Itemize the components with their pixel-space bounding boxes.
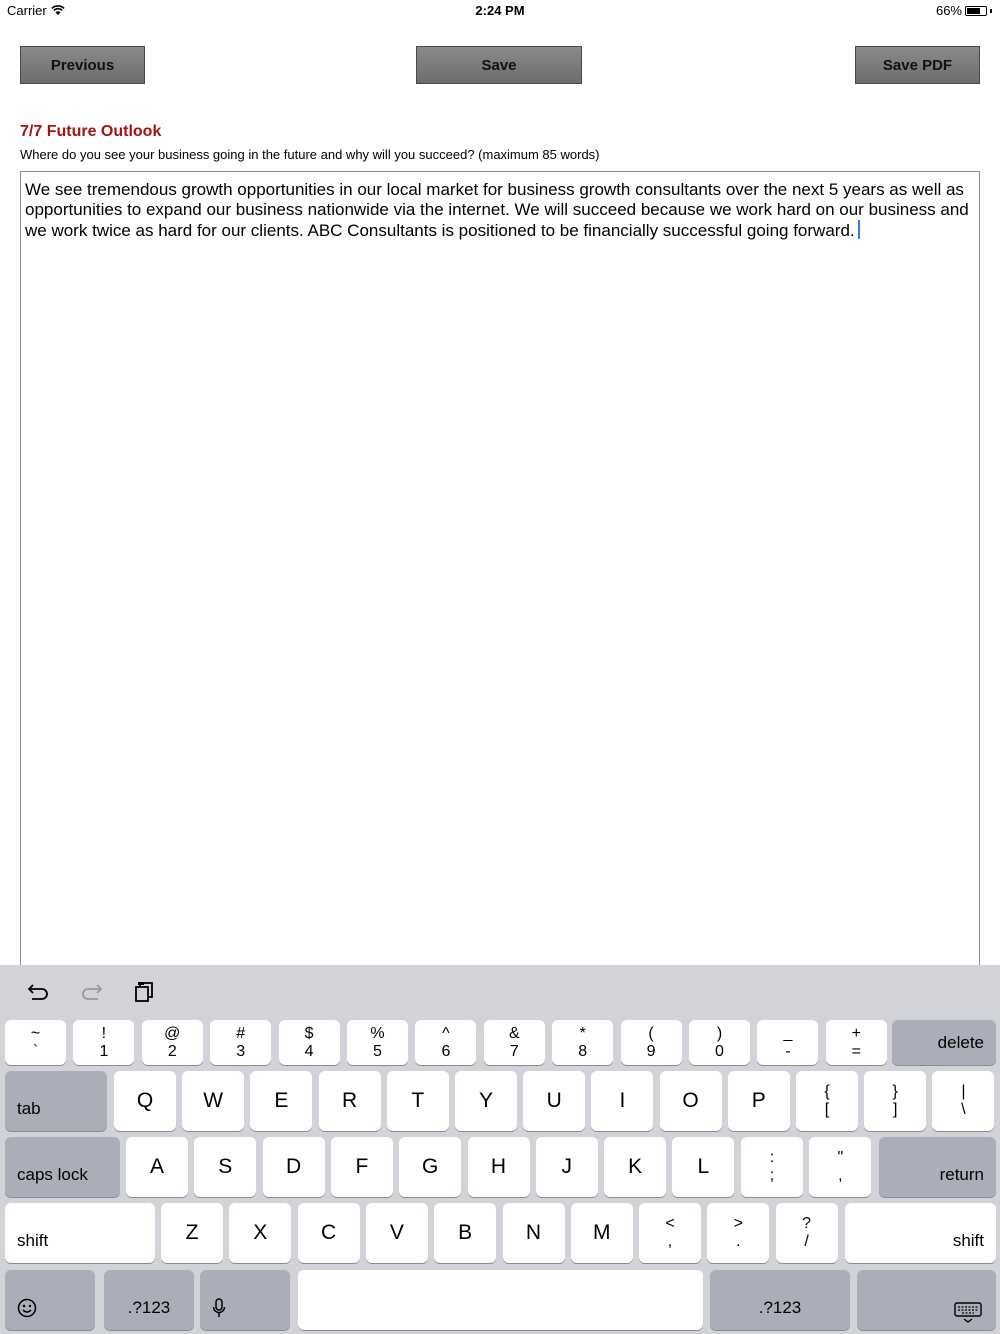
dictation-key[interactable]	[200, 1270, 290, 1330]
keyboard-shortcut-bar	[0, 965, 1000, 1017]
clock: 2:24 PM	[475, 3, 525, 18]
key-shift-symbol: (	[648, 1024, 654, 1042]
key-symbol: 9	[646, 1042, 656, 1060]
key-label: D	[286, 1155, 302, 1178]
status-bar	[0, 0, 1000, 22]
key-m[interactable]	[571, 1203, 633, 1263]
key-label: shift	[952, 1231, 984, 1250]
key-label: X	[253, 1221, 268, 1244]
key-punct-1[interactable]	[809, 1137, 871, 1197]
key-label: Q	[136, 1089, 154, 1112]
key-label: V	[389, 1221, 404, 1244]
key-shift-symbol: |	[961, 1083, 966, 1100]
text-cursor	[858, 220, 860, 239]
key-label: K	[628, 1155, 643, 1178]
hide-keyboard-key[interactable]	[857, 1270, 996, 1330]
key-symbol: \	[961, 1101, 966, 1118]
battery-percent: 66%	[935, 3, 962, 18]
key-bracket-2[interactable]	[932, 1071, 994, 1131]
key-c[interactable]	[298, 1203, 360, 1263]
key-p[interactable]	[728, 1071, 790, 1131]
battery-icon	[965, 6, 987, 16]
key-`[interactable]	[5, 1020, 66, 1065]
key-label: Y	[478, 1089, 493, 1112]
key-2[interactable]	[142, 1020, 203, 1065]
space-bar[interactable]	[298, 1270, 703, 1330]
key-label: J	[561, 1155, 573, 1178]
key-label: E	[274, 1089, 289, 1112]
key-label: L	[697, 1155, 710, 1178]
previous-button[interactable]: Previous	[20, 46, 145, 84]
key-label: tab	[17, 1099, 41, 1118]
key-symbol: ]	[892, 1101, 898, 1118]
key-label: P	[751, 1089, 766, 1112]
key-label: shift	[17, 1231, 49, 1250]
key-7[interactable]	[484, 1020, 545, 1065]
key-symbol: 3	[236, 1042, 246, 1060]
key-label: W	[203, 1089, 224, 1112]
key-shift-symbol: #	[236, 1024, 246, 1042]
key-label: return	[939, 1165, 984, 1184]
key-symbol: 2	[167, 1042, 177, 1060]
key-e[interactable]	[250, 1071, 312, 1131]
key-symbol: =	[851, 1042, 861, 1060]
caps-lock-key[interactable]	[5, 1137, 120, 1197]
key-label: G	[422, 1155, 439, 1178]
answer-text: We see tremendous growth opportunities in our local market for business growth consultants over the next 5 years as well as opportunities to expand our business nationwide via the internet. We will succeed because we work hard on our business and we work twice as hard for our clients. ABC Consultants is positioned to be financially successful going forward.	[25, 180, 969, 240]
key-label: U	[546, 1089, 562, 1112]
key-shift-symbol: "	[837, 1149, 844, 1166]
key-shift-symbol: +	[851, 1024, 861, 1042]
key-1[interactable]	[73, 1020, 134, 1065]
key-shift-symbol: {	[824, 1083, 830, 1100]
key-label: T	[411, 1089, 425, 1112]
key-symbol: 6	[441, 1042, 451, 1060]
key-label: R	[342, 1089, 358, 1112]
key-shift-symbol: !	[101, 1024, 107, 1042]
key-j[interactable]	[536, 1137, 598, 1197]
delete-key[interactable]	[892, 1020, 996, 1065]
key-l[interactable]	[672, 1137, 734, 1197]
save-pdf-button[interactable]: Save PDF	[855, 46, 980, 84]
key-shift-symbol: <	[665, 1215, 675, 1232]
key-label: A	[149, 1155, 164, 1178]
key-angle-0[interactable]	[639, 1203, 701, 1263]
key-shift-symbol: >	[733, 1215, 743, 1232]
key-symbol: `	[32, 1042, 39, 1060]
numbers-left-key[interactable]	[104, 1270, 194, 1330]
answer-textarea[interactable]	[20, 171, 980, 971]
key-h[interactable]	[468, 1137, 530, 1197]
key-o[interactable]	[660, 1071, 722, 1131]
key-punct-0[interactable]	[741, 1137, 803, 1197]
key-9[interactable]	[621, 1020, 682, 1065]
key-3[interactable]	[210, 1020, 271, 1065]
shift-right-key[interactable]	[845, 1203, 996, 1263]
keyboard	[0, 965, 1000, 1334]
key-label: delete	[937, 1033, 984, 1052]
key-x[interactable]	[229, 1203, 291, 1263]
key-q[interactable]	[114, 1071, 176, 1131]
key-shift-symbol: @	[164, 1024, 181, 1042]
key-symbol: 7	[509, 1042, 519, 1060]
key-label: M	[593, 1221, 611, 1244]
carrier-label: Carrier	[7, 3, 47, 18]
key-bracket-1[interactable]	[864, 1071, 926, 1131]
key-shift-symbol: )	[716, 1024, 723, 1042]
key-symbol: ;	[769, 1167, 775, 1184]
key-5[interactable]	[347, 1020, 408, 1065]
key-d[interactable]	[263, 1137, 325, 1197]
key-shift-symbol: ?	[802, 1215, 812, 1232]
key-label: .?123	[758, 1298, 802, 1317]
key-symbol: 1	[99, 1042, 109, 1060]
paste-icon[interactable]	[132, 981, 158, 1003]
key-symbol: -	[785, 1042, 791, 1060]
battery-indicator	[936, 3, 992, 18]
key-v[interactable]	[366, 1203, 428, 1263]
emoji-icon	[17, 1298, 37, 1318]
key-symbol: 8	[578, 1042, 588, 1060]
key-shift-symbol: %	[370, 1024, 385, 1042]
key-symbol: [	[824, 1101, 830, 1118]
key-angle-1[interactable]	[707, 1203, 769, 1263]
key-shift-symbol: ^	[442, 1024, 450, 1042]
return-key[interactable]	[879, 1137, 996, 1197]
numbers-right-key[interactable]	[710, 1270, 850, 1330]
key-4[interactable]	[279, 1020, 340, 1065]
key-u[interactable]	[523, 1071, 585, 1131]
key-shift-symbol: :	[769, 1149, 775, 1166]
shift-left-key[interactable]	[5, 1203, 155, 1263]
key-w[interactable]	[182, 1071, 244, 1131]
key-i[interactable]	[591, 1071, 653, 1131]
undo-icon[interactable]	[26, 981, 52, 1003]
key-label: .?123	[127, 1298, 171, 1317]
section-heading: 7/7 Future Outlook	[20, 123, 162, 140]
key-symbol: .	[736, 1233, 741, 1250]
key-symbol: 0	[715, 1042, 724, 1060]
key-shift-symbol: _	[783, 1024, 793, 1042]
key-label: N	[525, 1221, 542, 1244]
key-g[interactable]	[399, 1137, 461, 1197]
key-6[interactable]	[415, 1020, 476, 1065]
key-b[interactable]	[434, 1203, 496, 1263]
save-button[interactable]: Save	[416, 46, 582, 84]
key-s[interactable]	[194, 1137, 256, 1197]
keyboard-dismiss-icon	[954, 1302, 982, 1324]
key-label: H	[490, 1155, 507, 1178]
key-bracket-0[interactable]	[796, 1071, 858, 1131]
key--[interactable]	[757, 1020, 818, 1065]
key-0[interactable]	[689, 1020, 750, 1065]
key-label: B	[458, 1221, 473, 1244]
key-label: F	[355, 1155, 369, 1178]
key-angle-2[interactable]	[776, 1203, 838, 1263]
key-label: C	[321, 1221, 337, 1244]
key-symbol: /	[804, 1233, 809, 1250]
key-y[interactable]	[455, 1071, 517, 1131]
key-z[interactable]	[161, 1203, 223, 1263]
key-symbol: ,	[838, 1167, 843, 1184]
key-label: O	[682, 1089, 699, 1112]
key-t[interactable]	[387, 1071, 449, 1131]
key-symbol: 4	[304, 1042, 314, 1060]
microphone-icon	[212, 1298, 226, 1318]
tab-key[interactable]	[5, 1071, 107, 1131]
key-f[interactable]	[331, 1137, 393, 1197]
key-k[interactable]	[604, 1137, 666, 1197]
key-label: caps lock	[17, 1165, 88, 1184]
key-=[interactable]	[826, 1020, 887, 1065]
key-shift-symbol: ~	[30, 1024, 41, 1042]
key-n[interactable]	[503, 1203, 565, 1263]
key-r[interactable]	[319, 1071, 381, 1131]
key-symbol: ,	[667, 1233, 673, 1250]
key-label: I	[619, 1089, 626, 1112]
redo-icon[interactable]	[78, 981, 104, 1003]
key-shift-symbol: &	[508, 1024, 520, 1042]
key-symbol: 5	[373, 1042, 382, 1060]
key-shift-symbol: }	[892, 1083, 898, 1100]
key-shift-symbol: *	[579, 1024, 586, 1042]
key-label: S	[218, 1155, 233, 1178]
key-label: Z	[185, 1221, 199, 1244]
key-8[interactable]	[552, 1020, 613, 1065]
key-shift-symbol: $	[304, 1024, 314, 1042]
emoji-key[interactable]	[5, 1270, 95, 1330]
key-a[interactable]	[126, 1137, 188, 1197]
section-prompt: Where do you see your business going in the future and why will you succeed? (maximum 85 words)	[20, 147, 600, 162]
